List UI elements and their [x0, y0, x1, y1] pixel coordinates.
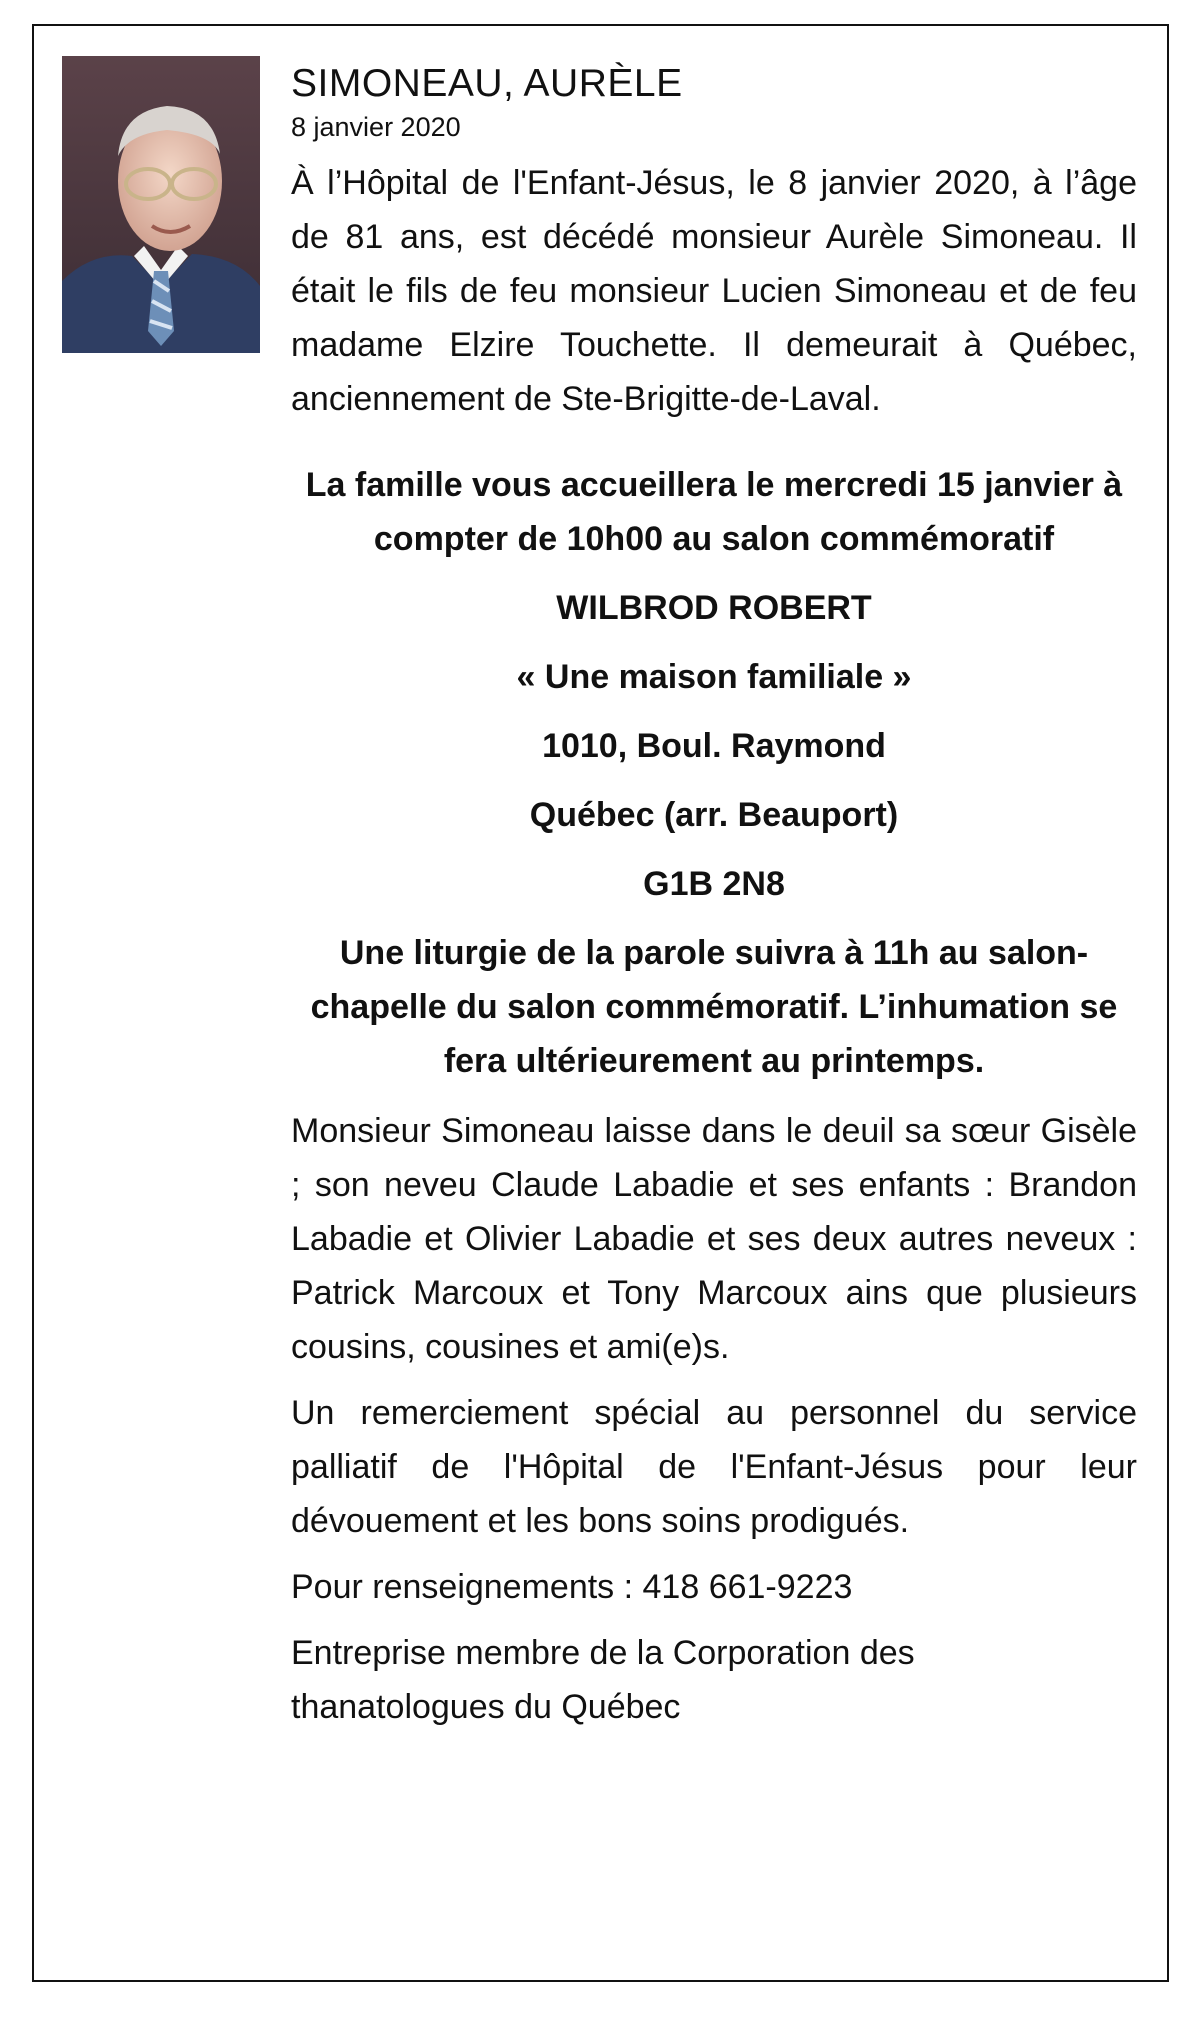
- funeral-home-city: Québec (arr. Beauport): [529, 796, 899, 834]
- funeral-home-address: 1010, Boul. Raymond: [542, 727, 886, 765]
- thanks-paragraph: Un remerciement spécial au personnel du service palliatif de l'Hôpital de l'Enfant-Jésus pour leur dévouement et les bons soins prodigués.: [291, 1394, 1137, 1540]
- funeral-home-postal-code: G1B 2N8: [643, 865, 785, 903]
- deceased-name: SIMONEAU, AURÈLE: [291, 62, 683, 105]
- liturgy-notice: Une liturgie de la parole suivra à 11h au salon-chapelle du salon commémoratif. L’inhumation se fera ultérieurement au printemps.: [310, 934, 1118, 1080]
- membership-note: Entreprise membre de la Corporation des thanatologues du Québec: [291, 1634, 915, 1726]
- intro-paragraph: À l’Hôpital de l'Enfant-Jésus, le 8 janvier 2020, à l’âge de 81 ans, est décédé monsieur Aurèle Simoneau. Il était le fils de feu monsieur Lucien Simoneau et de feu madame Elzire Touchette. Il demeurait à Québec, anciennement de Ste-Brigitte-de-Laval.: [291, 164, 1137, 418]
- funeral-home-name: WILBROD ROBERT: [556, 589, 872, 627]
- obituary-content: [291, 58, 1137, 1734]
- death-date: 8 janvier 2020: [291, 112, 461, 142]
- portrait-photo: [62, 56, 260, 353]
- family-paragraph: Monsieur Simoneau laisse dans le deuil sa sœur Gisèle ; son neveu Claude Labadie et ses enfants : Brandon Labadie et Olivier Labadie et ses deux autres neveux : Patrick Marcoux et Tony Marcoux ains que plusieurs cousins, cousines et ami(e)s.: [291, 1112, 1137, 1366]
- funeral-home-slogan: « Une maison familiale »: [516, 658, 912, 696]
- contact-info: Pour renseignements : 418 661-9223: [291, 1568, 853, 1606]
- visitation-notice: La famille vous accueillera le mercredi 15 janvier à compter de 10h00 au salon commémoratif: [305, 466, 1123, 558]
